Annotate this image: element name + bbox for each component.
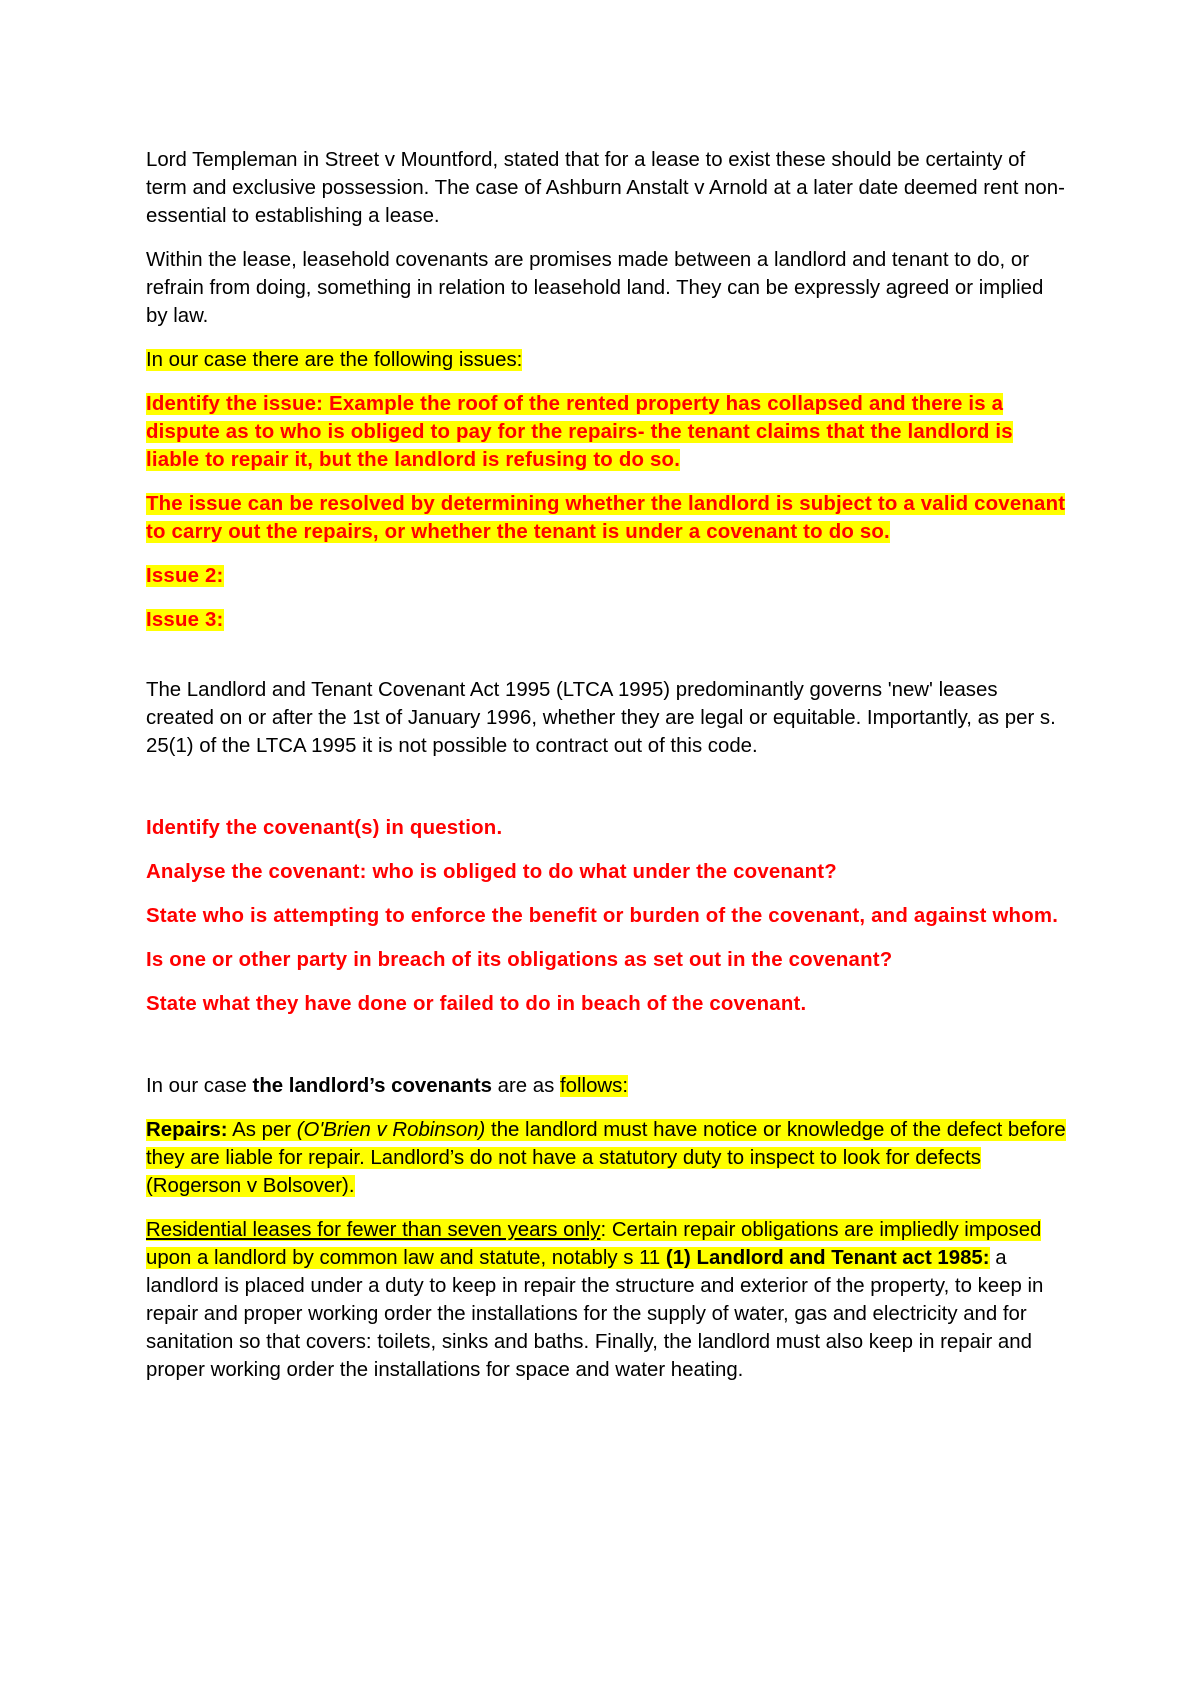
repairs-paragraph [146,1116,1066,1200]
covenants-intro-highlight: follows: [560,1075,629,1097]
issues-intro [146,346,1066,374]
residential-text-1: : Certain repair obligations are impliedly imposed upon a landlord by common law and statute, notably s 11 [146,1219,1042,1269]
residential-text-2: a landlord is placed under a duty to keep in repair the structure and exterior of the property, to keep in repair and proper working order the installations for the supply of water, gas and electricity and for sanitation so that covers: toilets, sinks and baths. Finally, the landlord must also keep in repair and proper working order the installations for space and water heating. [146,1247,1044,1381]
residential-leases-paragraph [146,1216,1066,1384]
issue-2-heading [146,562,1066,590]
issue-resolve [146,490,1066,546]
step-breach: Is one or other party in breach of its obligations as set out in the covenant? [146,949,893,971]
issue-identify-text: Identify the issue: Example the roof of the rented property has collapsed and there is a dispute as to who is obliged to pay for the repairs- the tenant claims that the landlord is liable to repair it, but the landlord is refusing to do so. [146,393,1013,471]
ltca-paragraph: The Landlord and Tenant Covenant Act 1995 (LTCA 1995) predominantly governs 'new' leases created on or after the 1st of January 1996, whether they are legal or equitable. Importantly, as per s. 25(1) of the LTCA 1995 it is not possible to contract out of this code. [146,679,1056,757]
step-enforcement: State who is attempting to enforce the benefit or burden of the covenant, and against whom. [146,905,1059,927]
residential-act: (1) Landlord and Tenant act 1985: [665,1247,990,1269]
blank-line [146,1034,1066,1072]
covenants-intro-pre: In our case [146,1075,253,1097]
step-analyse-covenant: Analyse the covenant: who is obliged to do what under the covenant? [146,861,837,883]
repairs-text: the landlord must have notice or knowledge of the defect before they are liable for repair. Landlord’s do not have a statutory duty to inspect to look for defects (Rogerson v Bolsover). [146,1119,1066,1197]
issue-2-text: Issue 2: [146,565,224,587]
landlord-covenants-intro [146,1072,1066,1100]
issue-identify [146,390,1066,474]
blank-line [146,776,1066,814]
issue-resolve-text: The issue can be resolved by determining whether the landlord is subject to a valid covenant to carry out the repairs, or whether the tenant is under a covenant to do so. [146,493,1066,543]
intro-paragraph: Lord Templeman in Street v Mountford, stated that for a lease to exist these should be certainty of term and exclusive possession. The case of Ashburn Anstalt v Arnold at a later date deemed rent non-essential to establishing a lease. [146,149,1065,227]
repairs-case: (O'Brien v Robinson) [296,1119,486,1141]
document-page [146,146,1066,1400]
covenants-intro-bold: the landlord’s covenants [252,1075,492,1097]
issues-intro-text: In our case there are the following issues: [146,349,523,371]
issue-3-heading [146,606,1066,634]
step-state-breach: State what they have done or failed to do in beach of the covenant. [146,993,807,1015]
repairs-label: Repairs: [146,1119,228,1141]
residential-heading: Residential leases for fewer than seven years only [146,1219,601,1241]
issue-3-text: Issue 3: [146,609,224,631]
covenants-definition-paragraph: Within the lease, leasehold covenants are promises made between a landlord and tenant to do, or refrain from doing, something in relation to leasehold land. They can be expressly agreed or implied by law. [146,249,1044,327]
blank-line [146,650,1066,676]
step-identify-covenant: Identify the covenant(s) in question. [146,817,503,839]
repairs-pre-case: As per [227,1119,297,1141]
covenants-intro-mid: are as [492,1075,561,1097]
